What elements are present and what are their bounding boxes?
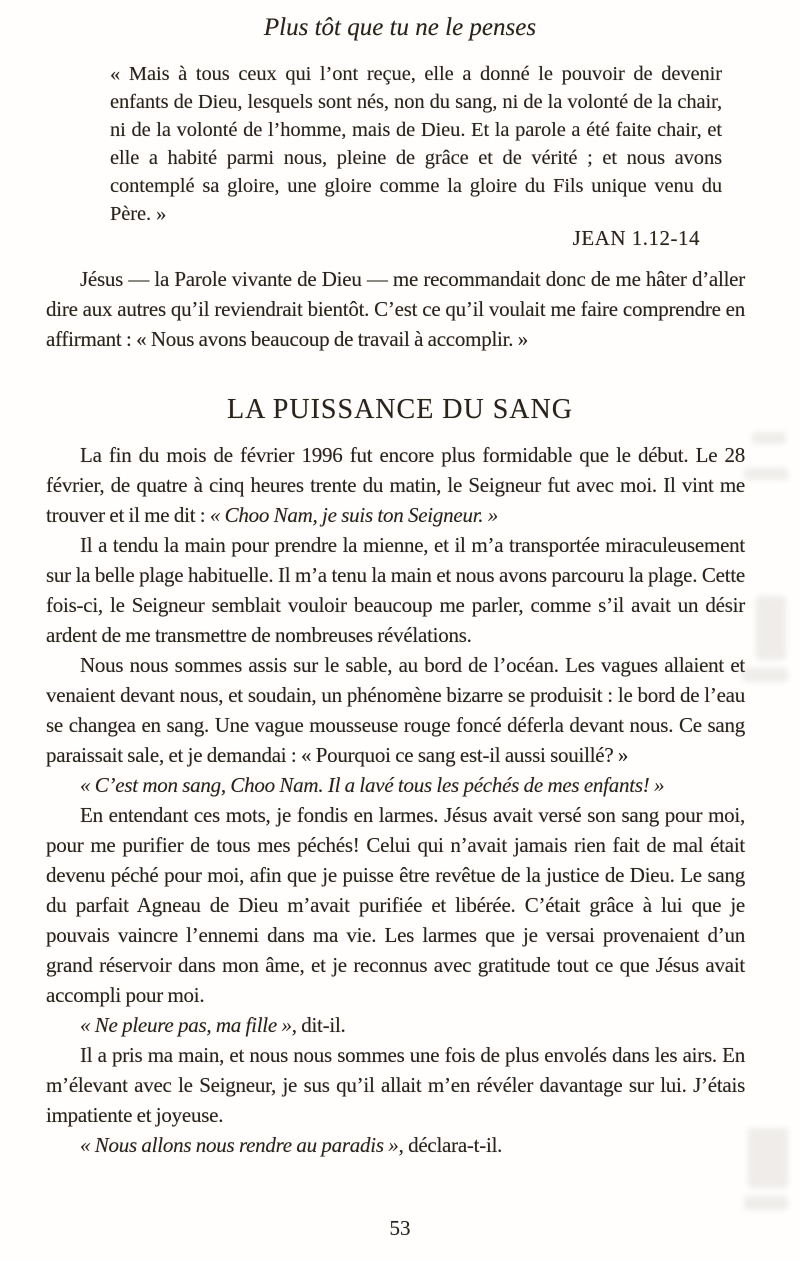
paragraph: Il a pris ma main, et nous nous sommes une fois de plus envolés dans les airs. En m’élevant avec le Seigneur, je sus qu’il allait m’en révéler davantage sur lui. J’étais impatiente et joyeuse. xyxy=(46,1043,745,1127)
running-header: Plus tôt que tu ne le penses xyxy=(263,14,537,41)
epigraph xyxy=(110,60,722,228)
scan-artifact xyxy=(744,1196,788,1210)
paragraph: En entendant ces mots, je fondis en larmes. Jésus avait versé son sang pour moi, pour me purifier de tous mes péchés! Celui qui n’avait jamais rien fait de mal était devenu péché pour moi, afin que je puisse être revêtue de la justice de Dieu. Le sang du parfait Agneau de Dieu m’avait purifiée et libérée. C’était grâce à lui que je pouvais vaincre l’ennemi dans ma vie. Les larmes que je versai provenaient d’un grand réservoir dans mon âme, et je reconnus avec gratitude tout ce que Jésus avait accompli pour moi. xyxy=(46,803,745,1007)
scan-artifact xyxy=(744,468,788,480)
paragraph: Il a tendu la main pour prendre la mienne, et il m’a transportée miraculeusement sur la belle plage habituelle. Il m’a tenu la main et nous avons parcouru la plage. Cette fois-ci, le Seigneur semblait vouloir beaucoup me parler, comme s’il avait un désir ardent de me transmettre de nombreuses révélations. xyxy=(46,533,745,647)
spoken-quote: « Nous allons nous rendre au paradis » xyxy=(80,1133,399,1157)
spoken-quote: « C’est mon sang, Choo Nam. Il a lavé tous les péchés de mes enfants! » xyxy=(80,773,665,797)
scan-artifact xyxy=(752,432,786,444)
spoken-quote: « Ne pleure pas, ma fille » xyxy=(80,1013,292,1037)
paragraph-intro: Jésus — la Parole vivante de Dieu — me recommandait donc de me hâter d’aller dire aux autres qu’il reviendrait bientôt. C’est ce qu’il voulait me faire comprendre en affirmant : « Nous avons beaucoup de travail à accomplir. » xyxy=(46,267,745,351)
page-number: 53 xyxy=(389,1216,411,1240)
paragraph-text: , dit-il. xyxy=(291,1013,346,1037)
paragraph xyxy=(46,440,745,530)
paragraph xyxy=(46,770,745,800)
paragraph xyxy=(46,1010,745,1040)
epigraph-text: « Mais à tous ceux qui l’ont reçue, elle a donné le pouvoir de devenir enfants de Dieu, lesquels sont nés, non du sang, ni de la volonté de la chair, ni de la volonté de l’homme, mais de Dieu. Et la parole a été faite chair, et elle a habité parmi nous, pleine de grâce et de vérité ; et nous avons contemplé sa gloire, une gloire comme la gloire du Fils unique venu du Père. » xyxy=(110,63,722,225)
scan-artifact xyxy=(748,1128,788,1188)
body-text-block xyxy=(46,440,745,1160)
spoken-quote: « Choo Nam, je suis ton Seigneur. » xyxy=(209,503,499,527)
paragraph-text: La fin du mois de février 1996 fut encore plus formidable que le début. Le 28 février, de quatre à cinq heures trente du matin, le Seigneur fut avec moi. Il vint me trouver et il me dit : xyxy=(46,443,745,527)
paragraph: Nous nous sommes assis sur le sable, au bord de l’océan. Les vagues allaient et venaient devant nous, et soudain, un phénomène bizarre se produisit : le bord de l’eau se changea en sang. Une vague mousseuse rouge foncé déferla devant nous. Ce sang paraissait sale, et je demandai : « Pourquoi ce sang est-il aussi souillé? » xyxy=(46,653,745,767)
scan-artifact xyxy=(756,596,786,660)
epigraph-attribution: JEAN 1.12-14 xyxy=(572,226,700,250)
paragraph-text: , déclara-t-il. xyxy=(398,1133,503,1157)
paragraph xyxy=(46,1130,745,1160)
scan-artifact xyxy=(742,668,788,682)
section-heading: LA PUISSANCE DU SANG xyxy=(227,394,573,425)
